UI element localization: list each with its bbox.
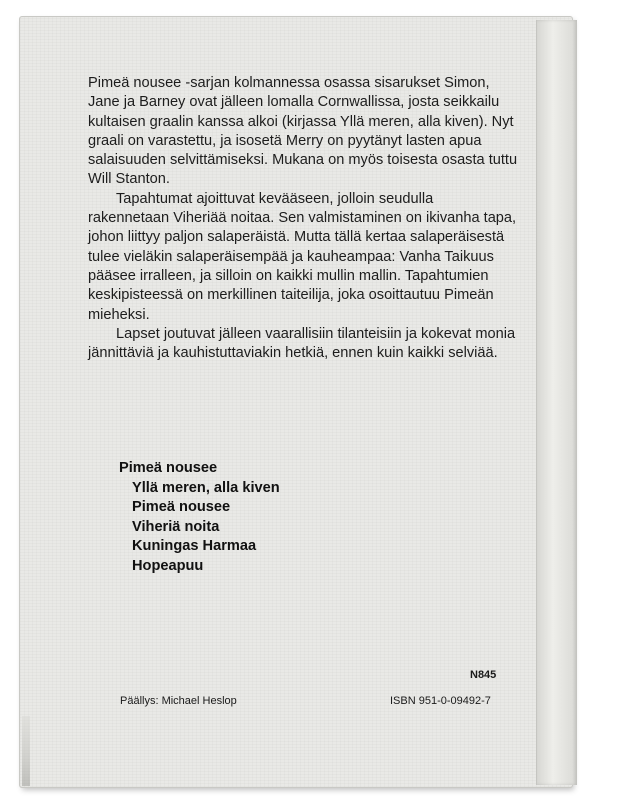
blurb [88,74,518,363]
series-book-3: Viheriä noita [132,518,220,535]
blurb-paragraph-1: Pimeä nousee -sarjan kolmannessa osassa sisarukset Simon, Jane ja Barney ovat jälleen lomalla Cornwallissa, josta seikkailu kultaisen graalin kanssa alkoi (kirjassa Yllä meren, alla kiven). Nyt graali on varastettu, ja isosetä Merry on pyytänyt lasten apua salaisuuden selvittämiseksi. Mukana on myös toisesta osasta tuttu Will Stanton. [88,75,518,188]
series-book-4: Kuningas Harmaa [132,538,257,555]
series-book-2: Pimeä nousee [132,499,231,516]
blurb-paragraph-3: Lapset joutuvat jälleen vaarallisiin tilanteisiin ja kokevat monia jännittäviä ja kauhistuttaviakin hetkiä, ennen kuin kaikki selviää. [88,325,516,362]
cover-credit: Päällys: Michael Heslop [120,695,237,707]
cover-corner-wear [22,716,30,786]
product-code: N845 [470,669,497,681]
book-spine [536,20,577,785]
series-list [119,459,280,577]
blurb-paragraph-2: Tapahtumat ajoittuvat kevääseen, jolloin seudulla rakennetaan Viheriää noitaa. Sen valmistaminen on ikivanha tapa, johon liittyy paljon salaperäistä. Mutta tällä kertaa salaperäisestä tulee vieläkin salaperäisempää ja kauheampaa: Vanha Taikuus pääsee irralleen, ja silloin on kaikki mullin mallin. Tapahtumien keskipisteessä on merkillinen taiteilija, joka osoittautuu Pimeän mieheksi. [88,190,517,323]
series-title: Pimeä nousee [119,460,218,476]
series-book-5: Hopeapuu [132,557,204,574]
series-book-1: Yllä meren, alla kiven [132,479,280,496]
isbn: ISBN 951-0-09492-7 [390,695,491,707]
